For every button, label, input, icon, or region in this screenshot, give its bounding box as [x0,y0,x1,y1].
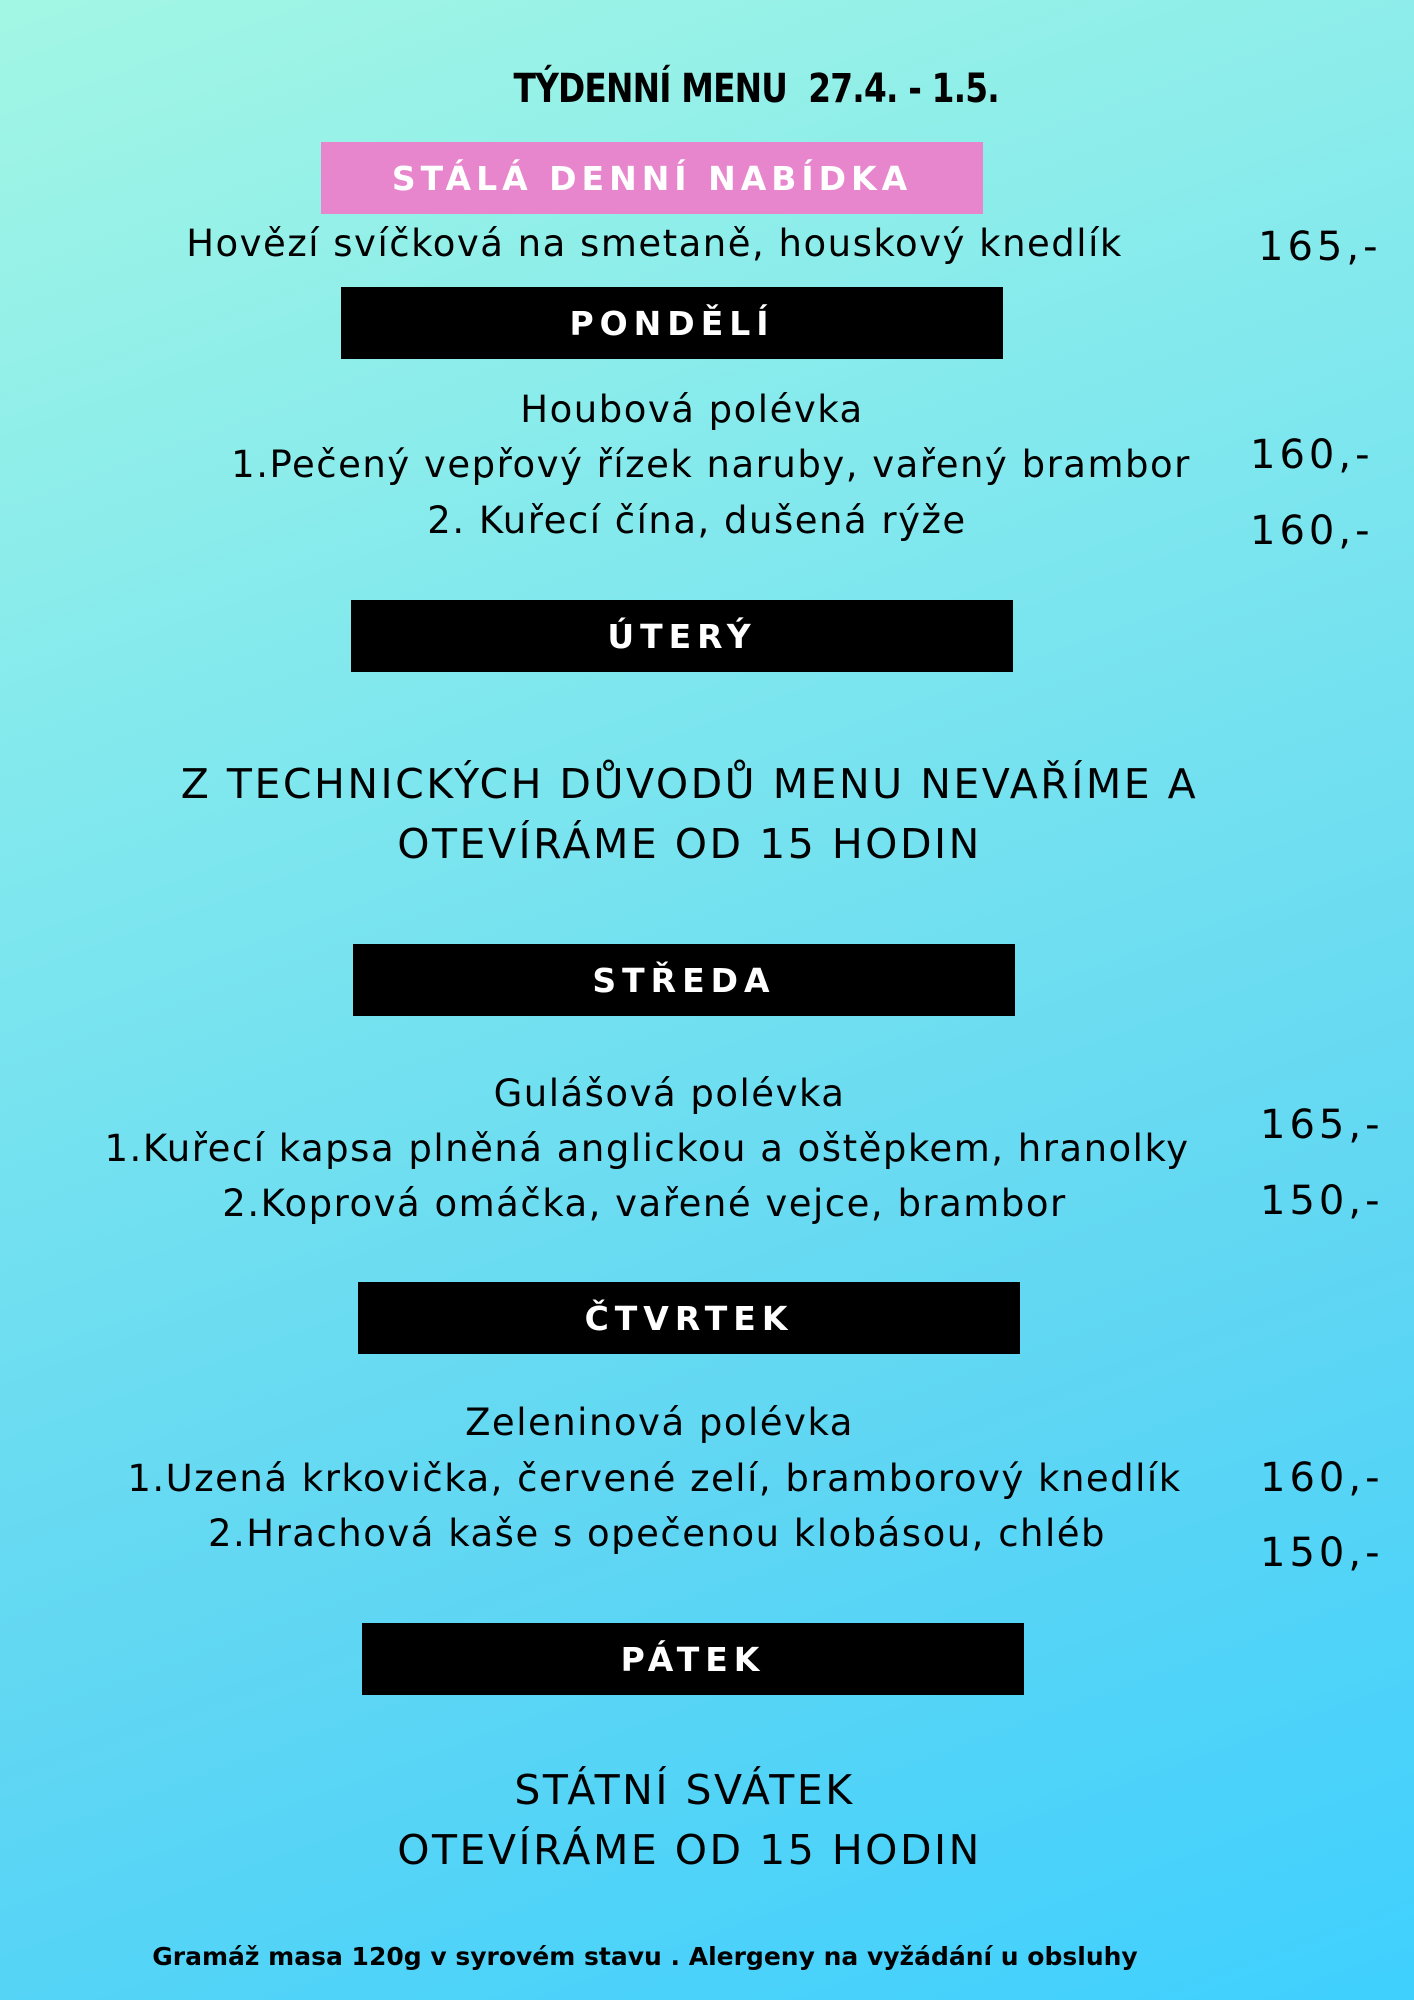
monday-soup: Houbová polévka [520,388,864,431]
standing-dish: Hovězí svíčková na smetaně, houskový knedlík [186,222,1123,265]
standing-offer-banner: STÁLÁ DENNÍ NABÍDKA [321,142,983,214]
footer-note: Gramáž masa 120g v syrovém stavu . Alergeny na vyžádání u obsluhy [152,1942,1138,1971]
menu-title: TÝDENNÍ MENU 27.4. - 1.5. [513,66,999,112]
monday-dish-2: 2. Kuřecí čína, dušená rýže [427,499,967,542]
friday-notice-line-1: STÁTNÍ SVÁTEK [514,1766,855,1814]
monday-dish-1: 1.Pečený vepřový řízek naruby, vařený brambor [231,443,1191,486]
thursday-banner: ČTVRTEK [358,1282,1020,1354]
tuesday-notice-line-2: OTEVÍRÁME OD 15 HODIN [397,820,982,868]
wednesday-dish-1: 1.Kuřecí kapsa plněná anglickou a oštěpkem, hranolky [104,1127,1190,1170]
wednesday-banner: STŘEDA [353,944,1015,1016]
wednesday-dish-2: 2.Koprová omáčka, vařené vejce, brambor [222,1182,1067,1225]
thursday-price-1: 160,- [1260,1455,1384,1501]
standing-price: 165,- [1258,224,1382,270]
thursday-soup: Zeleninová polévka [465,1401,854,1444]
thursday-dish-2: 2.Hrachová kaše s opečenou klobásou, chléb [207,1512,1107,1555]
wednesday-price-2: 150,- [1260,1178,1384,1224]
thursday-dish-1: 1.Uzená krkovička, červené zelí, bramborový knedlík [127,1457,1182,1500]
wednesday-price-1: 165,- [1260,1102,1384,1148]
tuesday-notice-line-1: Z TECHNICKÝCH DŮVODŮ MENU NEVAŘÍME A [180,760,1199,808]
wednesday-soup: Gulášová polévka [493,1072,846,1115]
tuesday-banner: ÚTERÝ [351,600,1013,672]
monday-banner: PONDĚLÍ [341,287,1003,359]
thursday-price-2: 150,- [1260,1530,1384,1576]
monday-price-2: 160,- [1250,508,1374,554]
monday-price-1: 160,- [1250,432,1374,478]
friday-banner: PÁTEK [362,1623,1024,1695]
friday-notice-line-2: OTEVÍRÁME OD 15 HODIN [397,1826,982,1874]
